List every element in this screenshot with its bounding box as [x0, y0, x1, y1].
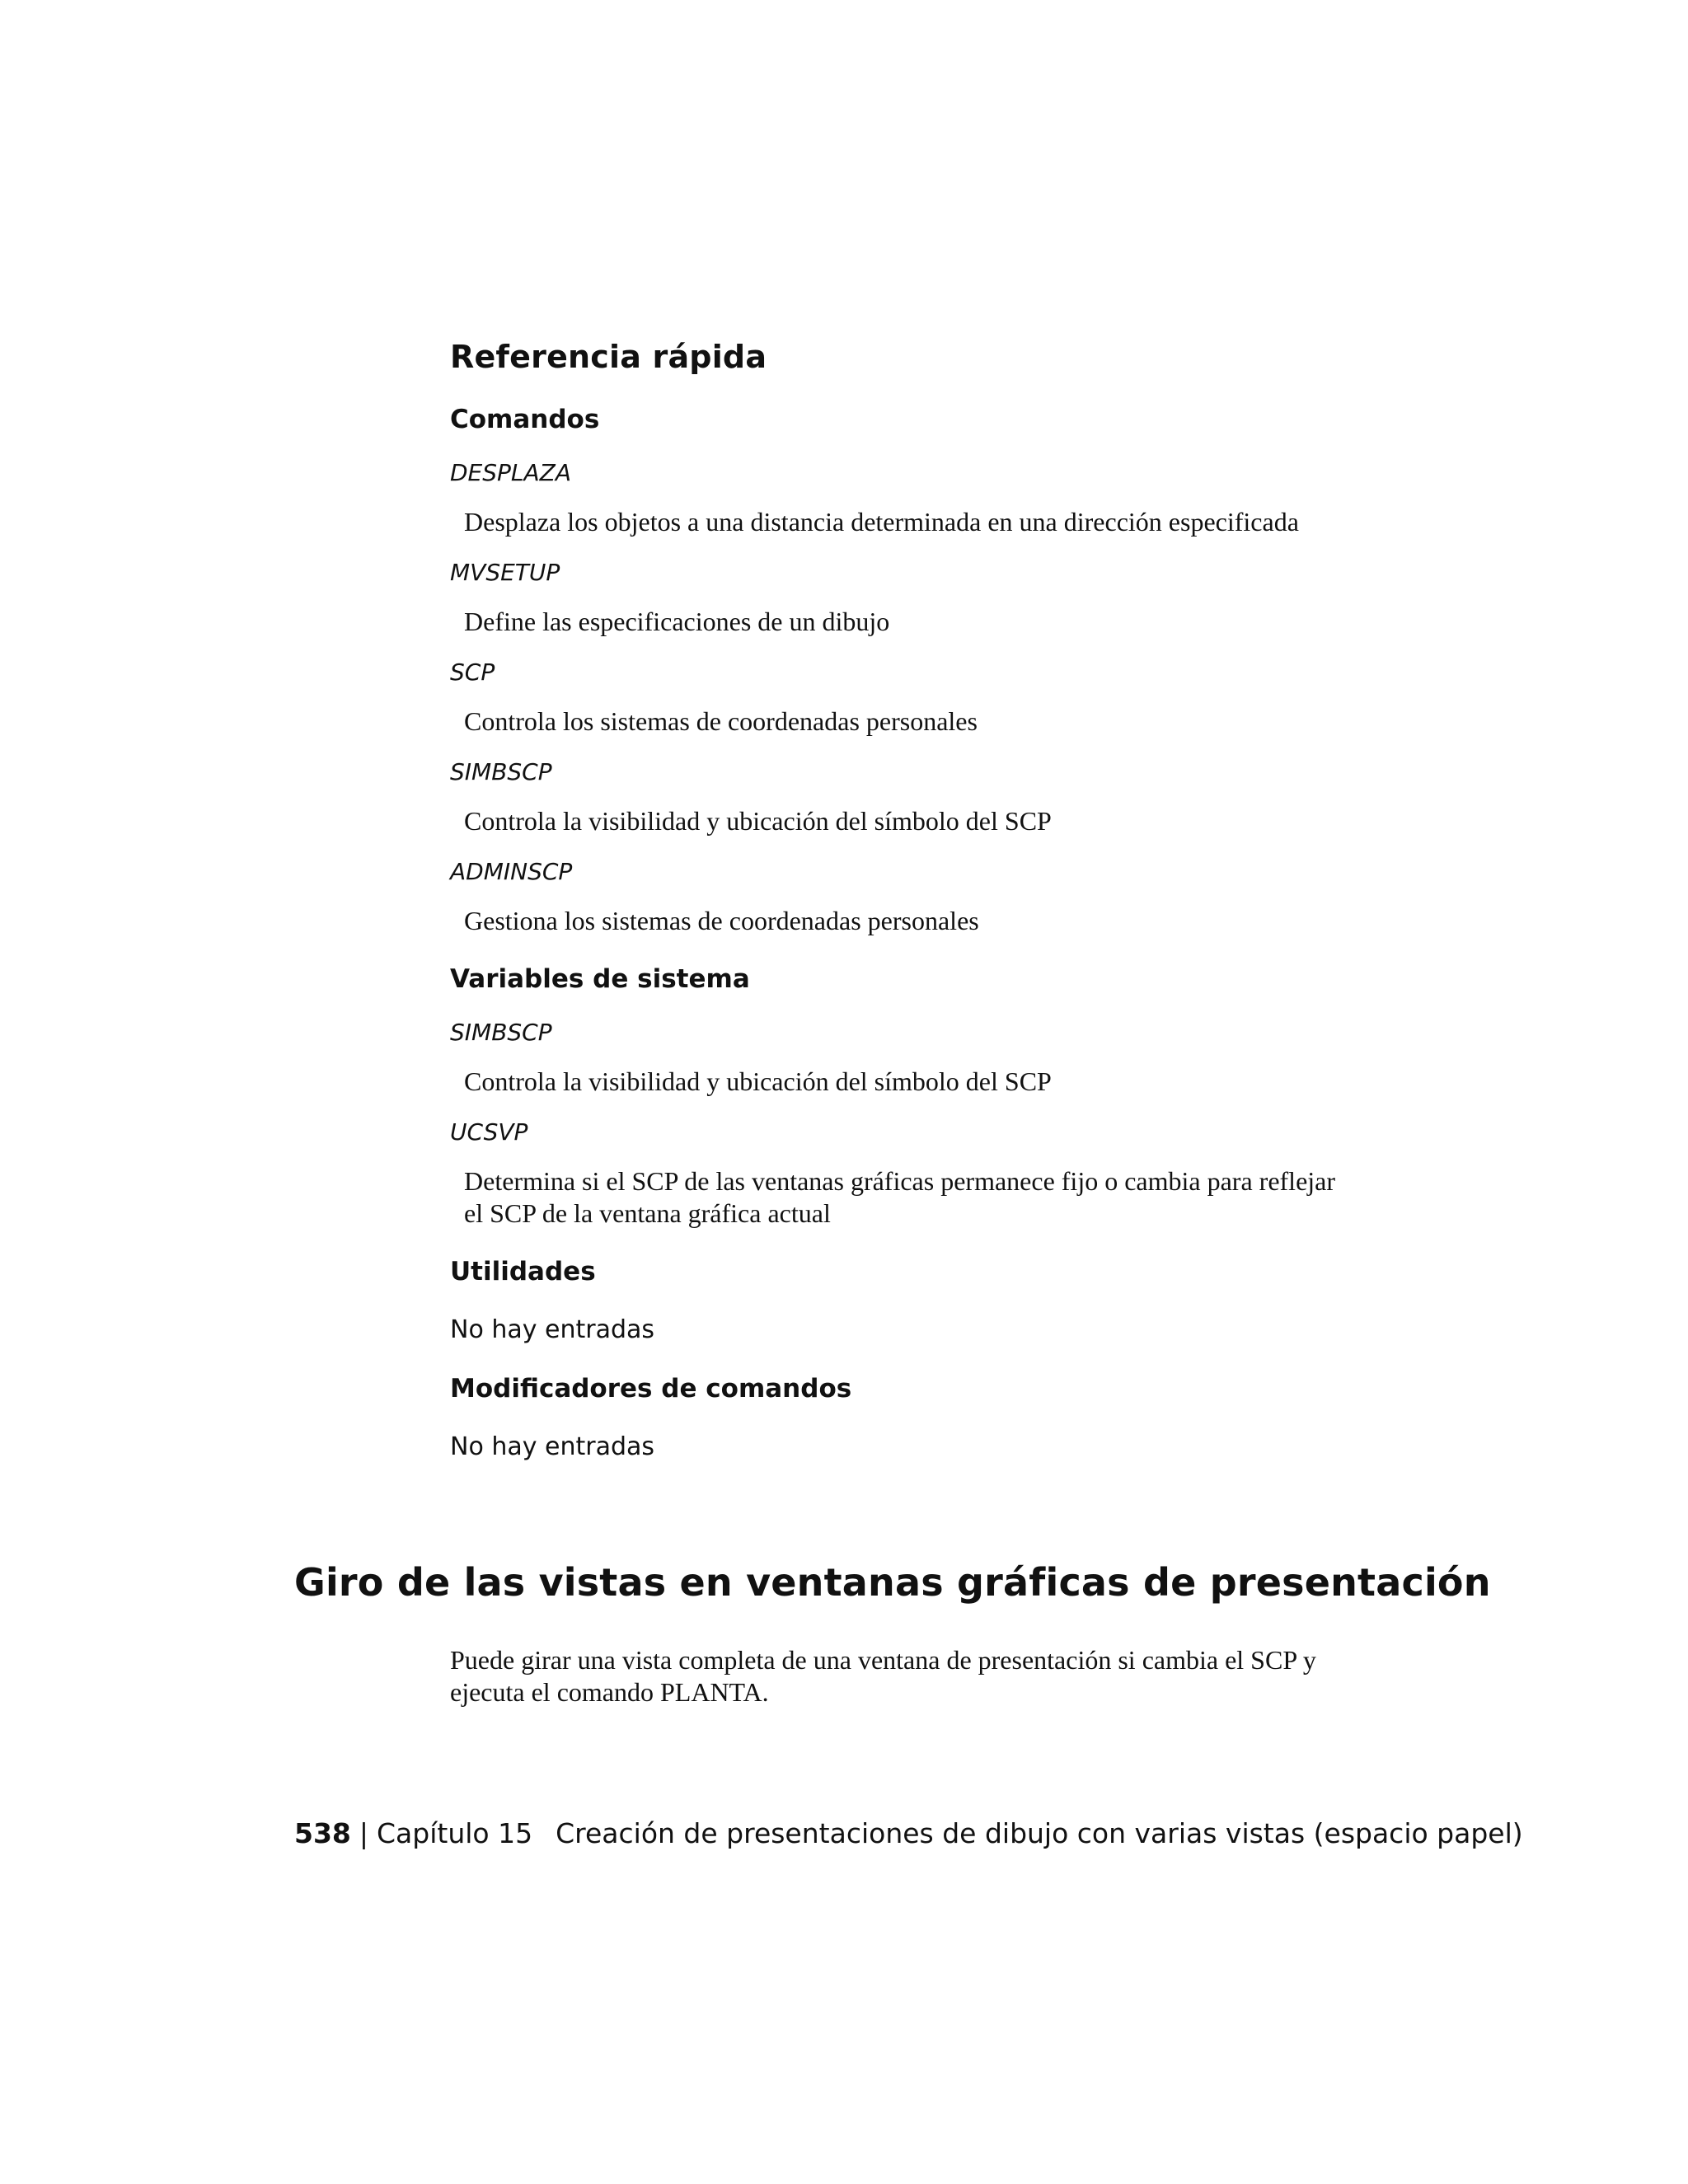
command-description: Controla la visibilidad y ubicación del símbolo del SCP [464, 806, 1052, 836]
system-variables-heading: Variables de sistema [450, 964, 750, 994]
section-heading: Giro de las vistas en ventanas gráficas de presentación [294, 1560, 1491, 1605]
variable-term: UCSVP [450, 1118, 528, 1146]
variable-term: SIMBSCP [450, 1019, 552, 1046]
quick-reference-title: Referencia rápida [450, 339, 767, 375]
page-number: 538 [294, 1817, 351, 1849]
footer-separator: | [359, 1817, 369, 1849]
command-modifiers-heading: Modificadores de comandos [450, 1374, 852, 1404]
variable-description: Controla la visibilidad y ubicación del símbolo del SCP [464, 1066, 1052, 1096]
system-variables-list [450, 1018, 1406, 1230]
command-modifiers-text: No hay entradas [450, 1432, 655, 1461]
section-body: Puede girar una vista completa de una ventana de presentación si cambia el SCP y ejecuta el comando PLANTA. [450, 1645, 1316, 1707]
variable-description: Determina si el SCP de las ventanas gráficas permanece fijo o cambia para reflejar el SCP de la ventana gráfica actual [464, 1166, 1336, 1228]
command-term: MVSETUP [450, 559, 560, 586]
chapter-title: Creación de presentaciones de dibujo con varias vistas (espacio papel) [556, 1817, 1523, 1849]
command-term: DESPLAZA [450, 459, 571, 486]
command-description: Desplaza los objetos a una distancia determinada en una dirección especificada [464, 507, 1299, 537]
command-description: Gestiona los sistemas de coordenadas personales [464, 906, 979, 935]
quick-reference [450, 336, 1406, 1464]
commands-list [450, 458, 1406, 937]
command-term: ADMINSCP [450, 858, 573, 885]
command-term: SCP [450, 658, 495, 686]
command-term: SIMBSCP [450, 758, 552, 785]
page-footer [294, 1816, 1523, 1852]
command-description: Define las especificaciones de un dibujo [464, 607, 890, 636]
utilities-heading: Utilidades [450, 1257, 596, 1286]
utilities-text: No hay entradas [450, 1315, 655, 1344]
chapter-label: Capítulo 15 [377, 1817, 533, 1849]
commands-heading: Comandos [450, 405, 600, 434]
command-description: Controla los sistemas de coordenadas personales [464, 706, 978, 736]
